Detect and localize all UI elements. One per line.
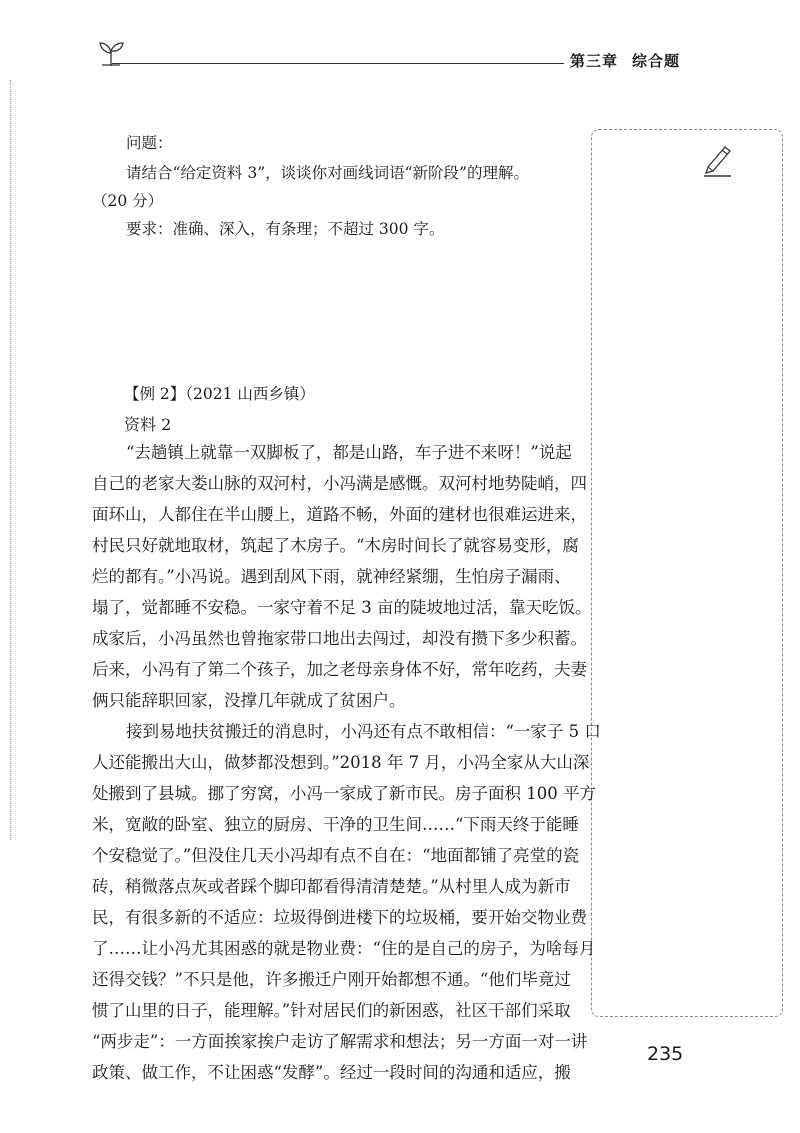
text-line: 个安稳觉了。”但没住几天小冯却有点不自在：“地面都铺了亮堂的瓷 bbox=[92, 846, 580, 865]
text-line: 村民只好就地取材，筑起了木房子。“木房时间长了就容易变形，腐 bbox=[92, 536, 579, 555]
text-line: 砖，稍微落点灰或者踩个脚印都看得清清楚楚。”从村里人成为新市 bbox=[92, 877, 571, 896]
text-line: 还得交钱？”不只是他，许多搬迁户刚开始都想不通。“他们毕竟过 bbox=[92, 970, 571, 989]
text-line: 米，宽敞的卧室、独立的厨房、干净的卫生间……“下雨天终于能睡 bbox=[92, 815, 579, 834]
margin-guide bbox=[10, 80, 11, 840]
text-line: 俩只能辞职回家，没撑几年就成了贫困户。 bbox=[92, 691, 406, 710]
material-label: 资料 2 bbox=[124, 415, 172, 434]
header-rule bbox=[112, 63, 564, 64]
material-paragraph-1 bbox=[92, 437, 592, 716]
question-points: （20 分） bbox=[92, 192, 164, 210]
running-header bbox=[570, 50, 680, 71]
text-line: 惯了山里的日子，能理解。”针对居民们的新困惑，社区干部们采取 bbox=[92, 1001, 571, 1020]
text-line: 政策、做工作，不让困惑“发酵”。经过一段时间的沟通和适应，搬 bbox=[92, 1063, 571, 1082]
text-line: 塌了，觉都睡不安稳。一家守着不足 3 亩的陡坡地过活，靠天吃饭。 bbox=[92, 598, 592, 617]
text-line: 面环山，人都住在半山腰上，道路不畅，外面的建材也很难运进来， bbox=[92, 505, 587, 524]
text-line: 成家后，小冯虽然也曾拖家带口地出去闯过，却没有攒下多少积蓄。 bbox=[92, 629, 587, 648]
question-requirement: 要求：准确、深入，有条理；不超过 300 字。 bbox=[126, 220, 445, 238]
text-line: 处搬到了县城。挪了穷窝，小冯一家成了新市民。房子面积 100 平方 bbox=[92, 784, 596, 803]
text-line: “两步走”：一方面挨家挨户走访了解需求和想法；另一方面一对一讲 bbox=[92, 1032, 588, 1051]
text-line: 烂的都有。”小冯说。遇到刮风下雨，就神经紧绷，生怕房子漏雨、 bbox=[92, 567, 571, 586]
pencil-icon bbox=[703, 143, 733, 177]
material-paragraph-2 bbox=[92, 716, 601, 1088]
text-line: 民，有很多新的不适应：垃圾得倒进楼下的垃圾桶，要开始交物业费 bbox=[92, 908, 587, 927]
text-line: 人还能搬出大山，做梦都没想到。”2018 年 7 月，小冯全家从大山深 bbox=[92, 753, 590, 772]
example-title: 【例 2】（2021 山西乡镇） bbox=[124, 385, 315, 403]
notes-box bbox=[591, 129, 783, 1017]
text-line: 后来，小冯有了第二个孩子，加之老母亲身体不好，常年吃药，夫妻 bbox=[92, 660, 587, 679]
text-line: “去趟镇上就靠一双脚板了，都是山路，车子进不来呀！”说起 bbox=[126, 443, 572, 462]
text-line: 了……让小冯尤其困惑的就是物业费：“住的是自己的房子，为啥每月 bbox=[92, 939, 596, 958]
question-label: 问题： bbox=[126, 134, 173, 152]
text-line: 自己的老家大娄山脉的双河村，小冯满是感慨。双河村地势陡峭，四 bbox=[92, 474, 587, 493]
page-number: 235 bbox=[647, 1043, 684, 1065]
text-line: 接到易地扶贫搬迁的消息时，小冯还有点不敢相信：“一家子 5 口 bbox=[126, 722, 601, 741]
chapter-label: 第三章 bbox=[570, 52, 619, 70]
question-prompt: 请结合“给定资料 3”，谈谈你对画线词语“新阶段”的理解。 bbox=[126, 164, 529, 182]
section-label: 综合题 bbox=[632, 52, 681, 70]
